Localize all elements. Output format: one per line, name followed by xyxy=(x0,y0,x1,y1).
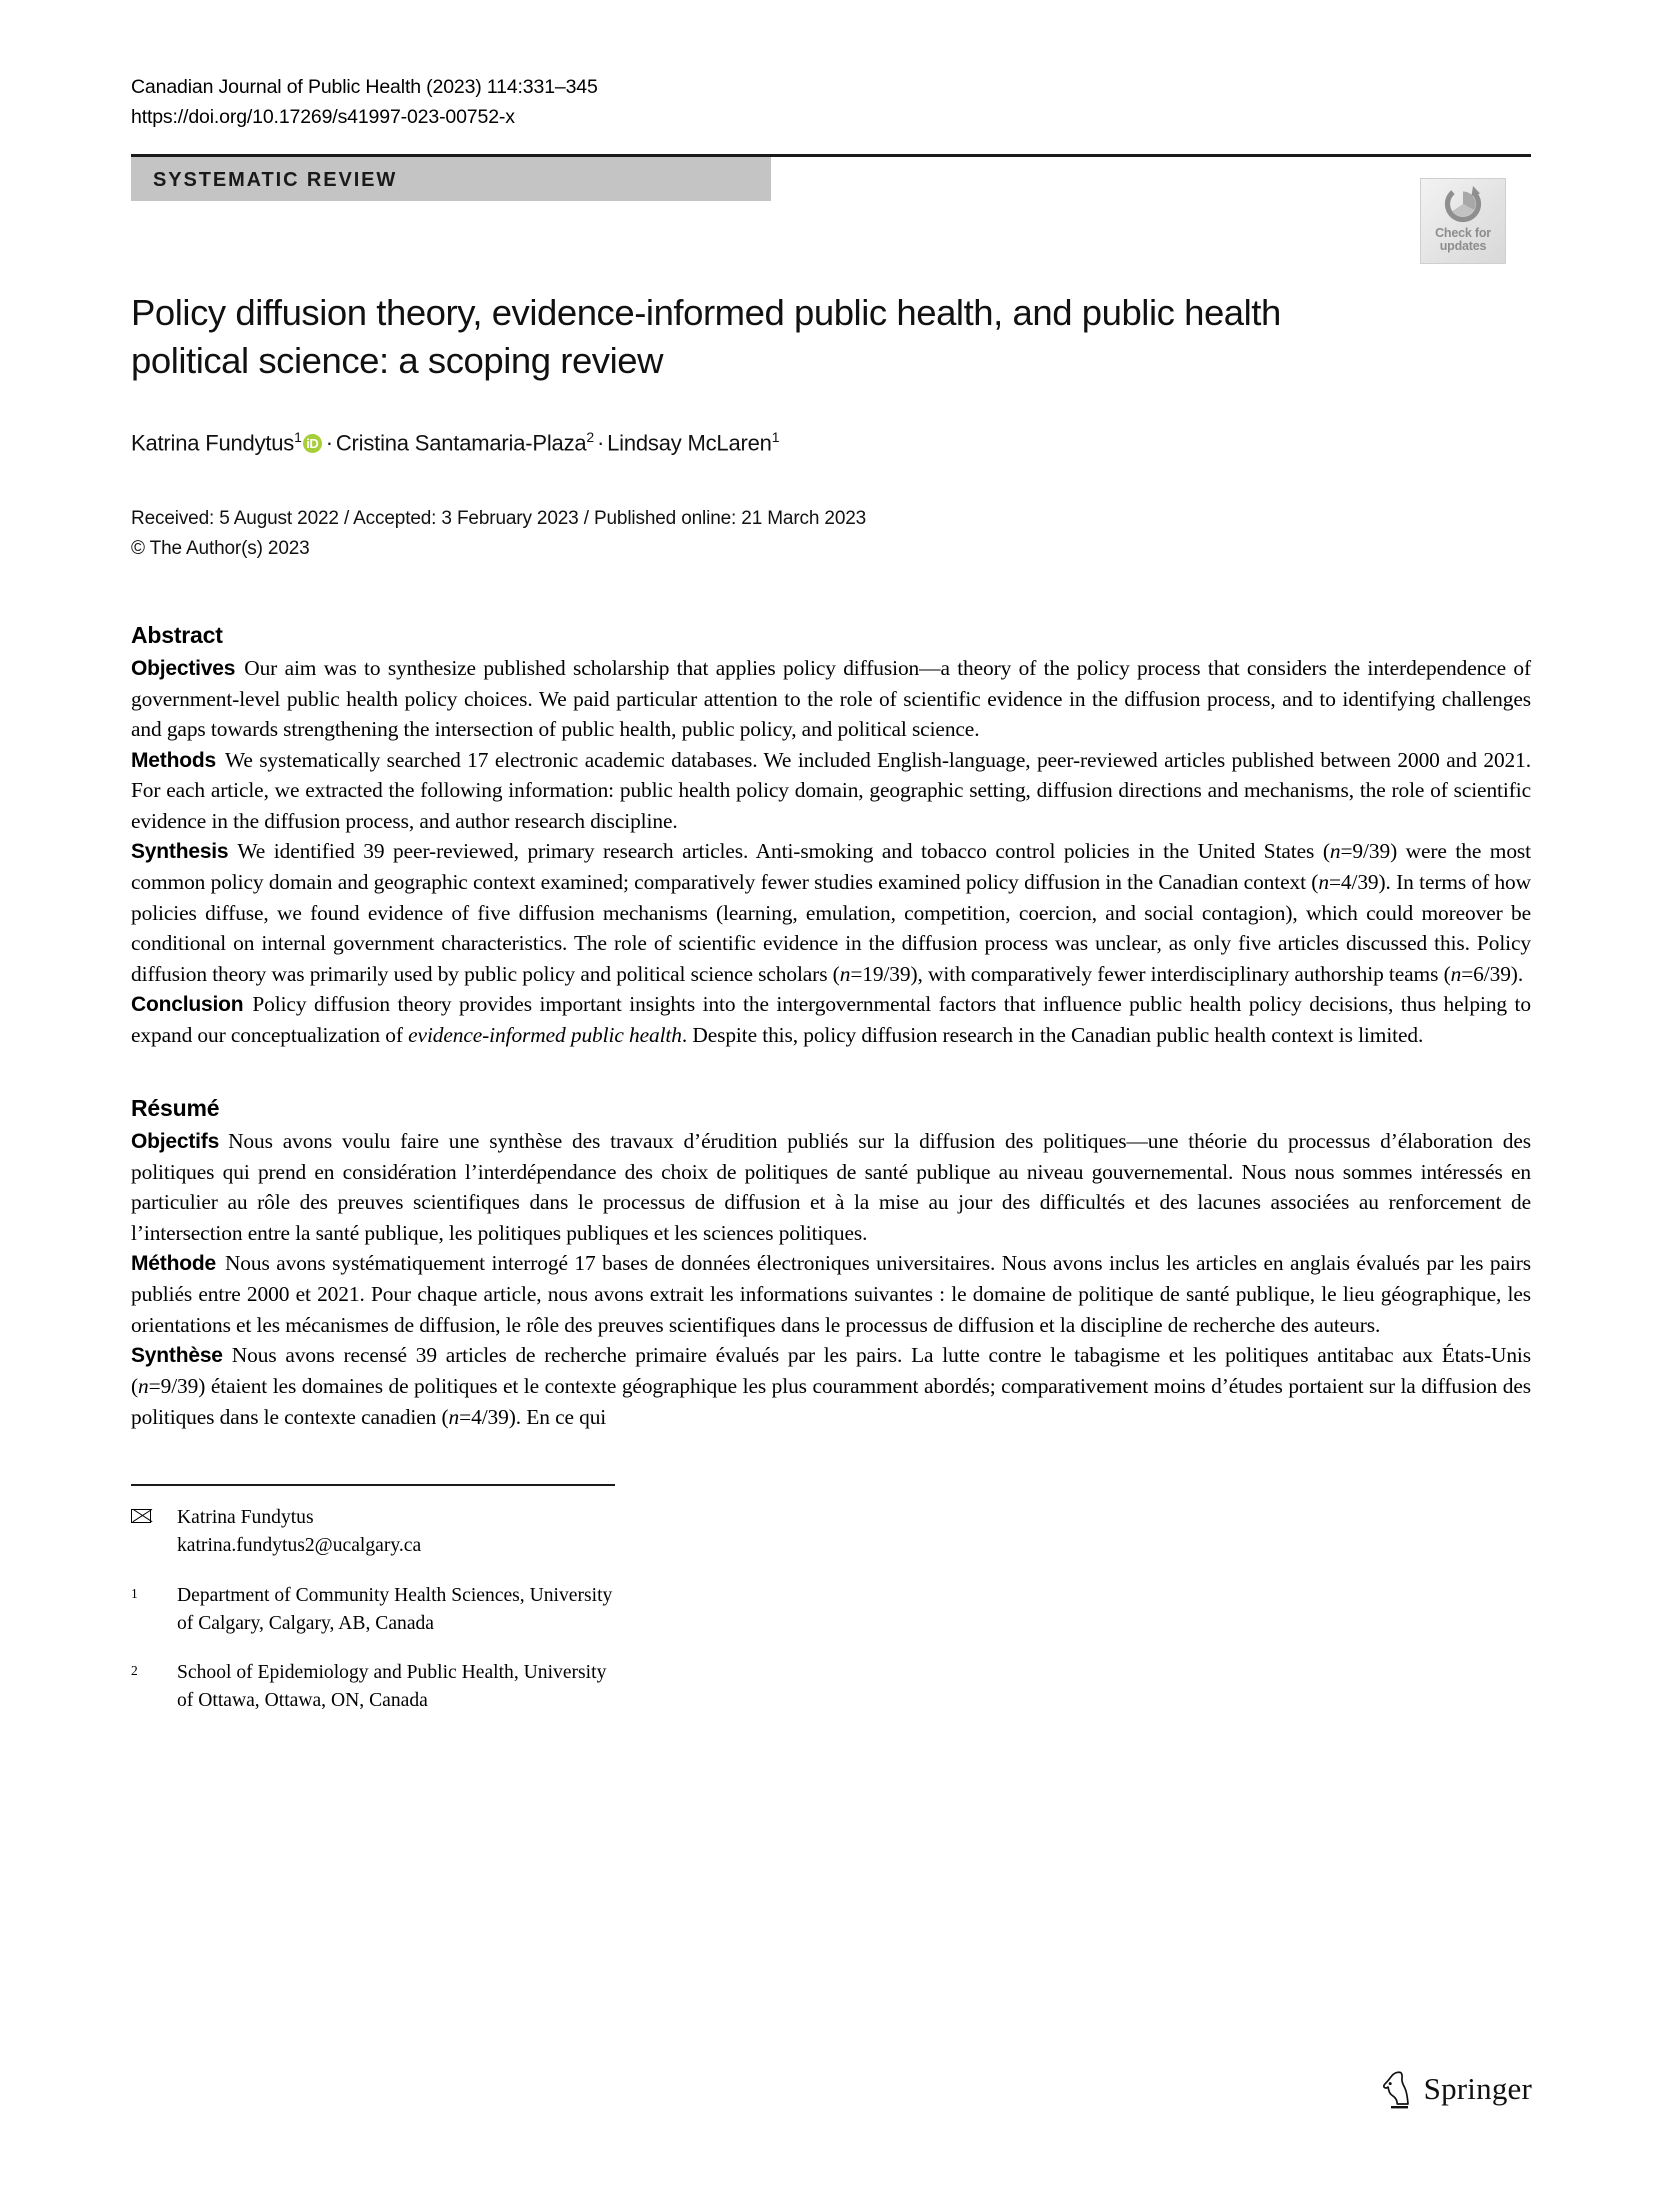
abstract-synthesis-text-4: ), with comparatively fewer interdisciplinary authorship teams ( xyxy=(910,961,1451,986)
affiliation-2 xyxy=(131,1659,1531,1715)
abstract-methods xyxy=(131,745,1531,837)
corresponding-author-email[interactable]: katrina.fundytus2@ucalgary.ca xyxy=(177,1534,422,1556)
abstract-conclusion-label: Conclusion xyxy=(131,993,244,1017)
article-type-banner-row xyxy=(131,157,1531,205)
abstract-synthesis-stat3-val: =19/39 xyxy=(850,961,911,986)
affiliation-2-line-2: of Ottawa, Ottawa, ON, Canada xyxy=(177,1690,428,1712)
publication-dates xyxy=(131,504,1531,563)
affiliation-1-line-1: Department of Community Health Sciences, University xyxy=(177,1584,613,1606)
abstract-heading: Abstract xyxy=(131,621,223,648)
circular-arrow-icon xyxy=(1440,184,1486,226)
abstract-synthesis-stat2-val: =4/39 xyxy=(1328,870,1379,895)
check-for-updates-line-1: Check for xyxy=(1435,226,1491,240)
page-title: Policy diffusion theory, evidence-informed public health, and public health political science: a scoping review xyxy=(131,292,1281,382)
corresponding-author-name: Katrina Fundytus xyxy=(177,1507,314,1529)
affiliation-mark-1: 1 xyxy=(131,1585,138,1601)
abstract-objectives xyxy=(131,653,1531,745)
abstract-methods-text: We systematically searched 17 electronic academic databases. We included English-language, peer-reviewed articles published between 2000 and 2021. For each article, we extracted the following information: public health policy domain, geographic setting, diffusion directions and mechanisms, the role of scientific evidence in the diffusion process, and author research discipline. xyxy=(131,747,1531,833)
springer-knight-icon xyxy=(1380,2069,1414,2109)
author-separator-2: · xyxy=(597,430,605,456)
resume-synthese-text-1: Nous avons recensé 39 articles de recherche primaire évalués par les pairs. La lutte contre le tabagisme et les politiques antitabac aux États-Unis ( xyxy=(131,1343,1531,1399)
abstract-synthesis-stat2-var: n xyxy=(1318,870,1329,895)
author-list xyxy=(131,429,1531,456)
resume-methode xyxy=(131,1248,1531,1340)
abstract-objectives-label: Objectives xyxy=(131,656,236,680)
author-affiliation-mark-3: 1 xyxy=(771,429,780,446)
publisher-name: Springer xyxy=(1423,2071,1532,2106)
resume-methode-label: Méthode xyxy=(131,1252,216,1276)
received-accepted-published-line: Received: 5 August 2022 / Accepted: 3 February 2023 / Published online: 21 March 2023 xyxy=(131,508,867,530)
orcid-icon[interactable]: iD xyxy=(303,434,322,453)
abstract-conclusion-text-1: Policy diffusion theory provides important insights into the intergovernmental factors that influence public health policy decisions, thus helping to expand our conceptualization of xyxy=(131,992,1531,1048)
footnote-rule xyxy=(131,1484,615,1486)
copyright-line: © The Author(s) 2023 xyxy=(131,538,310,560)
resume-synthese-stat1-val: =9/39 xyxy=(148,1374,199,1399)
running-head xyxy=(131,72,1531,132)
article-type-label: SYSTEMATIC REVIEW xyxy=(153,169,398,192)
check-for-updates-badge[interactable] xyxy=(1420,178,1506,264)
affiliation-1-line-2: of Calgary, Calgary, AB, Canada xyxy=(177,1612,435,1634)
abstract-synthesis-text-2: ) were the most common policy domain and geographic context examined; comparatively fewer studies examined policy diffusion in the Canadian context ( xyxy=(131,839,1531,895)
resume-methode-text: Nous avons systématiquement interrogé 17 bases de données électroniques universitaires. Nous avons inclus les articles en anglais évalués par les pairs publiés entre 2000 et 2021. Pour chaque article, nous avons extrait les informations suivantes : le domaine de politique de santé publique, le lieu géographique, les orientations et les mécanismes de diffusion, le rôle des preuves scientifiques dans le processus de diffusion et la discipline de recherche des auteurs. xyxy=(131,1251,1531,1337)
abstract-synthesis-stat1-var: n xyxy=(1329,839,1341,864)
affiliation-mark-2: 2 xyxy=(131,1663,138,1679)
resume-heading: Résumé xyxy=(131,1094,220,1121)
abstract-synthesis-text-5: ). xyxy=(1510,961,1524,986)
author-affiliation-mark-1: 1 xyxy=(294,429,302,446)
affiliation-2-line-1: School of Epidemiology and Public Health, University xyxy=(177,1662,607,1684)
abstract-conclusion-text-2: . Despite this, policy diffusion research in the Canadian public health context is limited. xyxy=(681,1023,1424,1048)
resume-synthese xyxy=(131,1340,1531,1432)
author-name-2: Cristina Santamaria-Plaza xyxy=(335,430,587,456)
author-affiliation-mark-2: 2 xyxy=(586,429,594,446)
resume-objectifs-text: Nous avons voulu faire une synthèse des travaux d’érudition publiés sur la diffusion des politiques—une théorie du processus d’élaboration des politiques qui prend en considération l’interdépendance des choix de politiques de santé publique au niveau gouvernemental. Nous nous sommes intéressés en particulier au rôle des preuves scientifiques dans le processus de diffusion et à la mise au jour des difficultés et des lacunes associées au renforcement de l’intersection entre la santé publique, les politiques publiques et les sciences politiques. xyxy=(131,1128,1531,1245)
abstract-synthesis-stat4-val: =6/39 xyxy=(1461,961,1511,986)
abstract-objectives-text: Our aim was to synthesize published scholarship that applies policy diffusion—a theory of the policy process that considers the interdependence of government-level public health policy choices. We paid particular attention to the role of scientific evidence in the diffusion process, and to identifying challenges and gaps towards strengthening the intersection of public health, public policy, and political science. xyxy=(131,655,1531,742)
resume-synthese-stat1-var: n xyxy=(138,1374,149,1399)
abstract-synthesis-stat4-var: n xyxy=(1450,961,1462,986)
check-for-updates-line-2: updates xyxy=(1439,239,1487,254)
resume-objectifs xyxy=(131,1126,1531,1248)
resume-synthese-stat2-var: n xyxy=(448,1404,460,1429)
author-name-3: Lindsay McLaren xyxy=(607,430,772,456)
abstract-synthesis-text-1: We identified 39 peer-reviewed, primary research articles. Anti-smoking and tobacco control policies in the United States ( xyxy=(237,839,1330,864)
page-content xyxy=(131,0,1531,1737)
author-name-1: Katrina Fundytus xyxy=(131,430,295,456)
resume-synthese-stat2-val: =4/39 xyxy=(459,1404,509,1429)
envelope-icon xyxy=(131,1504,177,1560)
abstract-methods-label: Methods xyxy=(131,748,216,772)
author-separator-1: · xyxy=(325,430,333,456)
abstract-conclusion-italic-phrase: evidence-informed public health xyxy=(408,1023,682,1048)
journal-citation: Canadian Journal of Public Health (2023) 114:331–345 xyxy=(131,76,598,98)
abstract-synthesis xyxy=(131,836,1531,989)
resume-synthese-text-2: ) étaient les domaines de politiques et le contexte géographique les plus couramment abordés; comparativement moins d’études portaient sur la diffusion des politiques dans le contexte canadien ( xyxy=(131,1374,1531,1429)
resume-synthese-label: Synthèse xyxy=(131,1344,223,1368)
abstract-synthesis-text-3: ). In terms of how policies diffuse, we found evidence of five diffusion mechanisms (learning, emulation, competition, coercion, and social contagion), which could moreover be conditional on internal government characteristics. The role of scientific evidence in the diffusion process was unclear, as only five articles discussed this. Policy diffusion theory was primarily used by public policy and political science scholars ( xyxy=(131,870,1531,986)
publisher-logo xyxy=(1380,2069,1532,2109)
abstract-synthesis-label: Synthesis xyxy=(131,840,229,864)
affiliation-1 xyxy=(131,1582,1531,1638)
corresponding-author xyxy=(131,1504,1531,1560)
resume-synthese-text-3: ). En ce qui xyxy=(508,1404,607,1429)
footnote-block xyxy=(131,1504,1531,1715)
doi-link[interactable]: https://doi.org/10.17269/s41997-023-00752-x xyxy=(131,106,515,129)
abstract-conclusion xyxy=(131,989,1531,1050)
resume-objectifs-label: Objectifs xyxy=(131,1129,220,1153)
abstract-synthesis-stat1-val: =9/39 xyxy=(1340,839,1391,864)
abstract-synthesis-stat3-var: n xyxy=(839,961,851,986)
